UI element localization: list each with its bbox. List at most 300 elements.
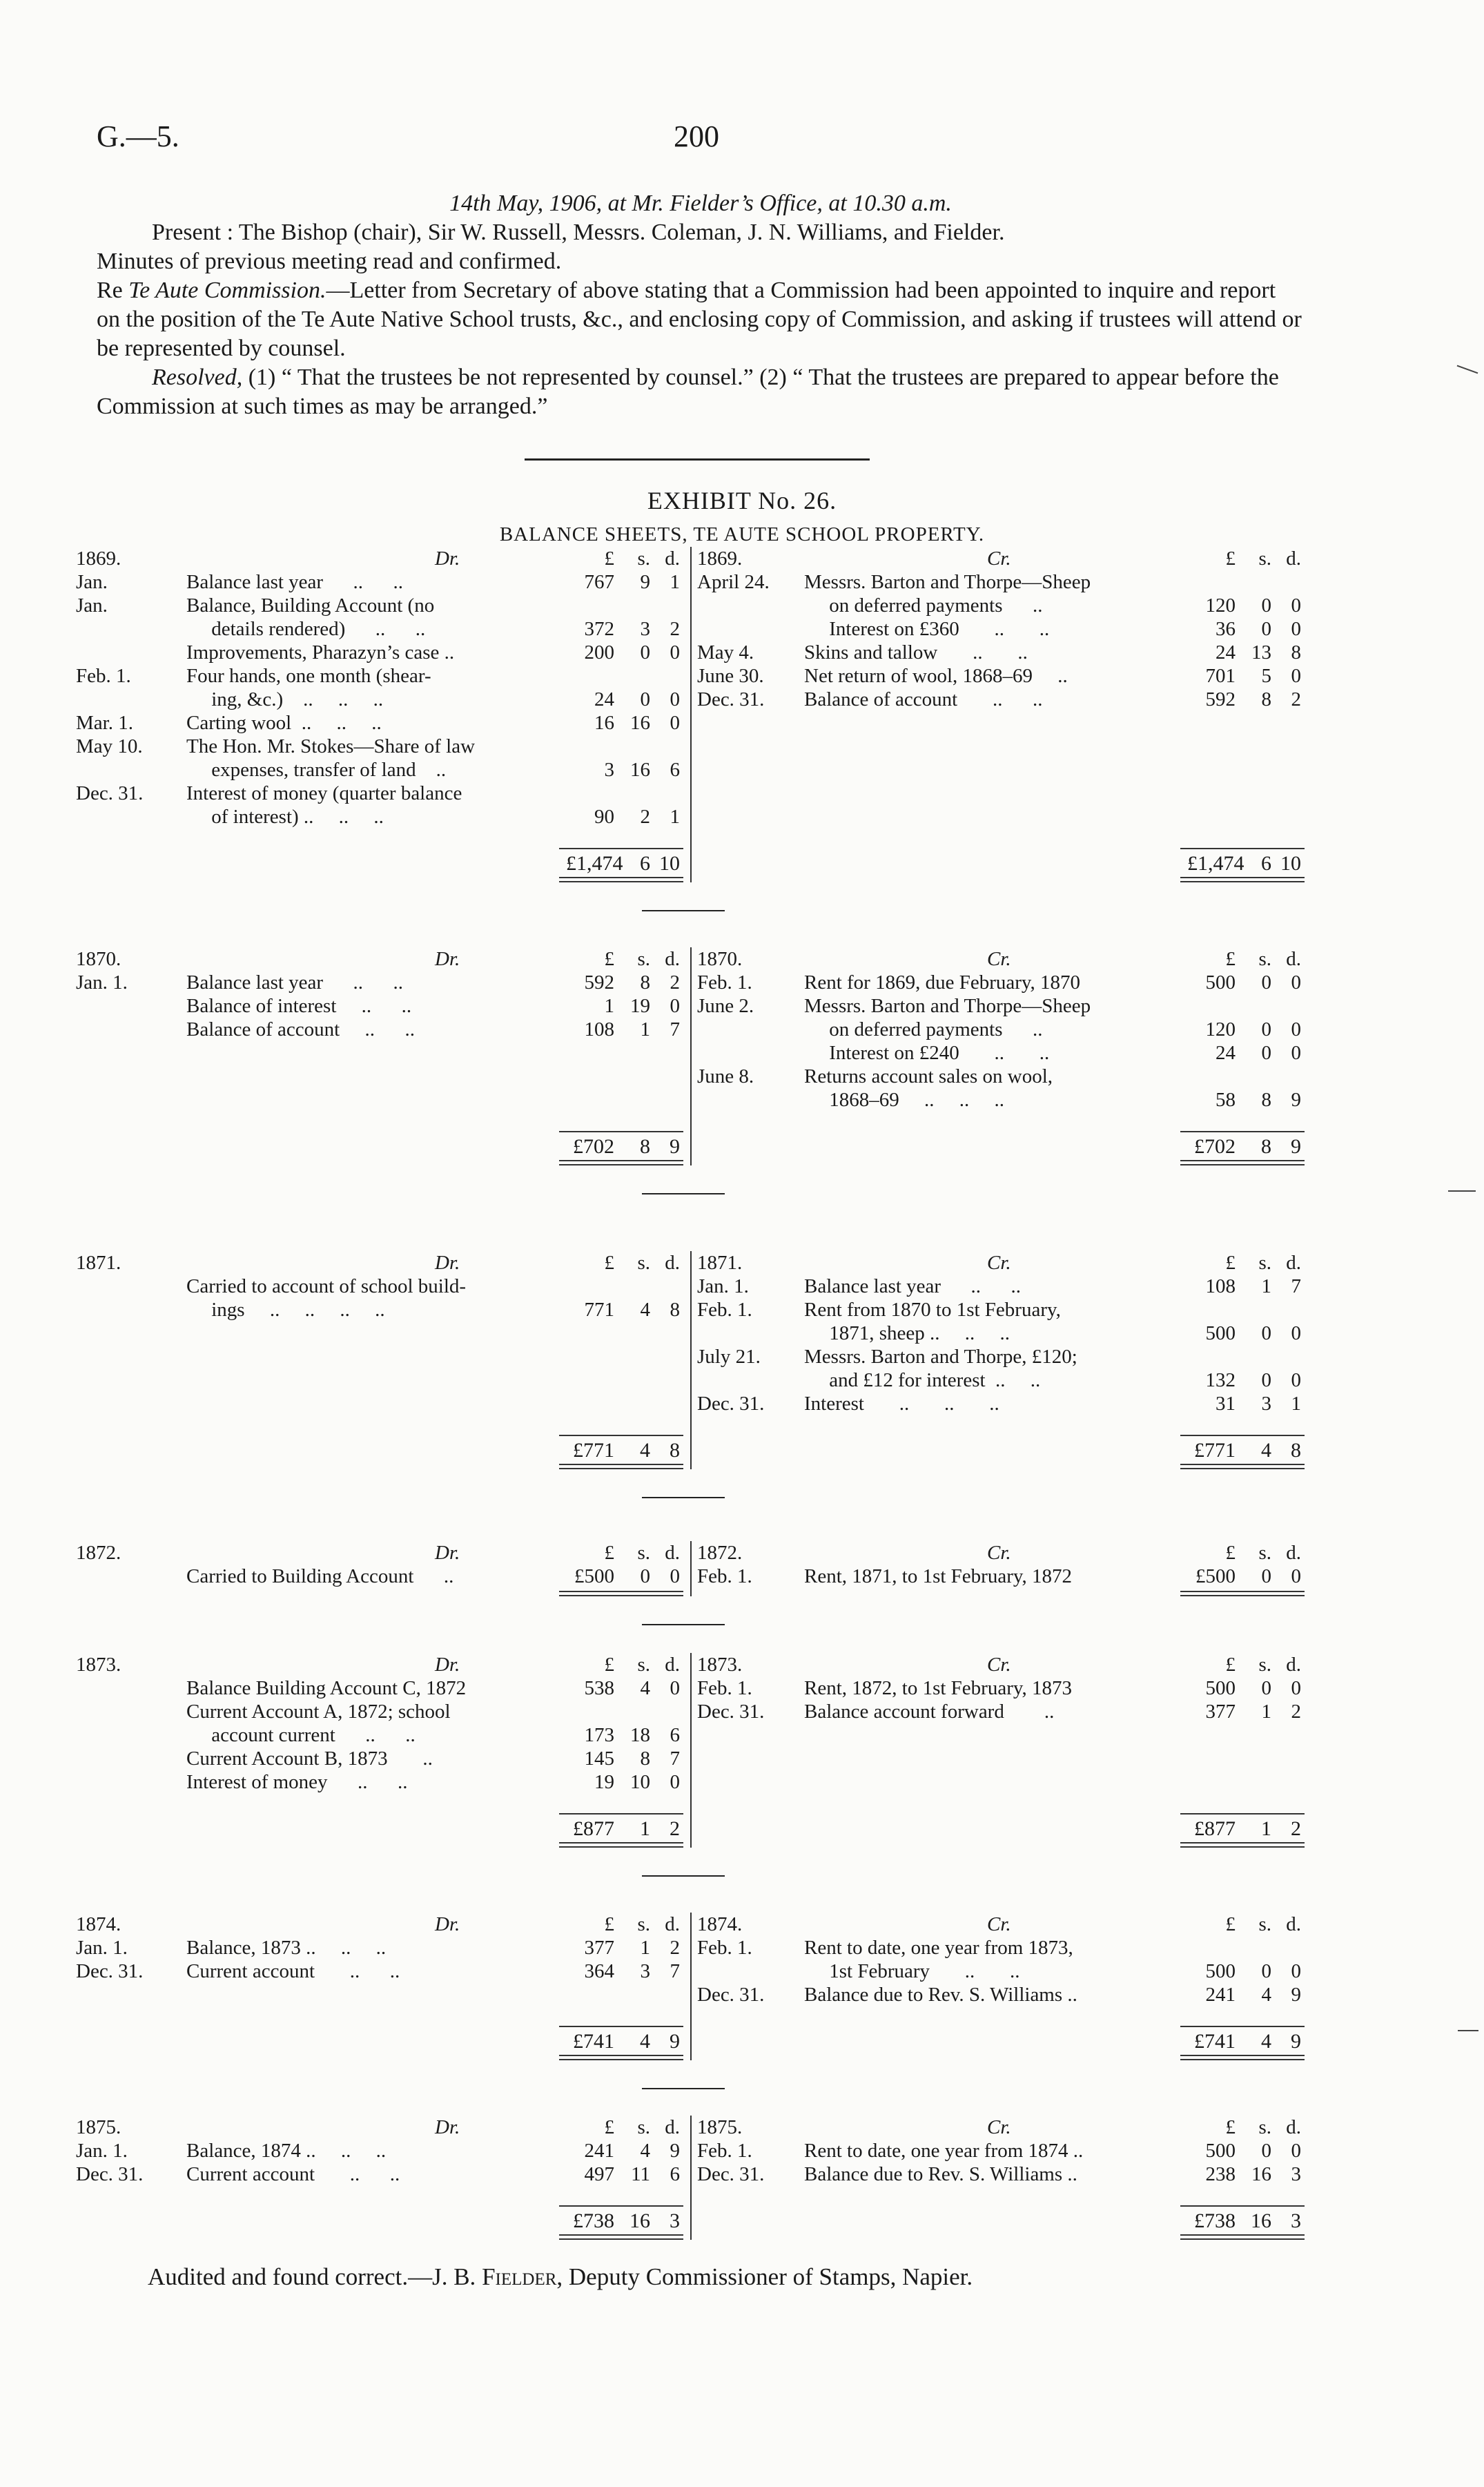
entry-description: of interest) .. .. .. — [186, 806, 384, 828]
entry-description: ings .. .. .. .. — [186, 1299, 385, 1321]
amount-pence: 7 — [1291, 1275, 1301, 1297]
amount-pence: 0 — [1291, 618, 1301, 640]
amount-pence: 0 — [670, 1565, 680, 1587]
amount-pounds: 200 — [584, 641, 614, 664]
amount-pounds: 377 — [1205, 1701, 1236, 1723]
cr-total-double-rule — [1180, 2055, 1305, 2060]
account-year: 1872. — [697, 1542, 743, 1564]
total-pounds: £702 — [573, 1135, 614, 1158]
page-number: 200 — [674, 119, 719, 153]
cr-entry-line — [697, 994, 1305, 1018]
cr-total-double-rule — [1180, 1591, 1305, 1596]
resolved-label: Resolved, — [152, 365, 243, 390]
pence-heading: d. — [665, 1542, 680, 1564]
entry-date: Mar. 1. — [76, 712, 133, 734]
amount-pence: 0 — [1291, 1960, 1301, 1982]
amount-pounds: 108 — [1205, 1275, 1236, 1297]
entry-description: 1871, sheep .. .. .. — [804, 1322, 1011, 1344]
account-separator — [642, 1624, 725, 1625]
dr-header-row — [76, 547, 683, 570]
entry-description: Rent to date, one year from 1873, — [804, 1937, 1073, 1959]
audit-footer — [148, 2263, 973, 2291]
amount-shillings: 16 — [630, 759, 650, 781]
cr-entry-line — [697, 1936, 1305, 1959]
dr-entry-line — [76, 994, 683, 1018]
cr-subtotal-rule — [1180, 848, 1305, 849]
amount-pounds: 120 — [1205, 1018, 1236, 1041]
account-separator — [642, 2088, 725, 2089]
amount-pounds: £500 — [1195, 1565, 1236, 1587]
dr-entry-line — [76, 1700, 683, 1723]
dr-entry-line — [76, 1936, 683, 1959]
cr-total-double-rule — [1180, 1464, 1305, 1469]
amount-shillings: 9 — [640, 571, 650, 593]
dr-entry-line — [76, 1275, 683, 1298]
amount-shillings: 0 — [1261, 2140, 1271, 2162]
entry-description: Balance of account .. .. — [804, 688, 1043, 710]
cr-entry-line — [697, 1018, 1305, 1041]
amount-shillings: 1 — [640, 1018, 650, 1041]
entry-date: Feb. 1. — [697, 2140, 752, 2162]
cr-entry-line — [697, 1700, 1305, 1723]
entry-description: Carried to account of school build- — [186, 1275, 467, 1297]
pence-heading: d. — [665, 1654, 680, 1676]
entry-date: June 2. — [697, 995, 754, 1017]
entry-description: Returns account sales on wool, — [804, 1065, 1053, 1087]
dr-heading: Dr. — [435, 2116, 460, 2138]
amount-pounds: 241 — [584, 2140, 614, 2162]
amount-shillings: 10 — [630, 1771, 650, 1793]
cr-entry-line — [697, 1275, 1305, 1298]
amount-shillings: 8 — [640, 971, 650, 994]
cr-header-row — [697, 1541, 1305, 1565]
amount-pounds: 19 — [594, 1771, 614, 1793]
dr-entry-line — [76, 1018, 683, 1041]
account-separator — [642, 1875, 725, 1877]
amount-shillings: 8 — [1261, 688, 1271, 710]
shilling-heading: s. — [1258, 2116, 1271, 2138]
amount-pounds: 538 — [584, 1677, 614, 1699]
entry-date: Dec. 31. — [697, 688, 765, 710]
account-separator — [642, 1497, 725, 1498]
amount-shillings: 3 — [640, 1960, 650, 1982]
amount-pence: 9 — [1291, 1089, 1301, 1111]
cr-entry-line — [697, 1565, 1305, 1588]
account-year: 1869. — [697, 548, 743, 570]
dr-subtotal-rule — [559, 1435, 683, 1436]
pence-heading: d. — [1286, 1252, 1301, 1274]
scan-mark — [1458, 2030, 1478, 2031]
amount-shillings: 4 — [640, 1677, 650, 1699]
entry-description: Balance of account .. .. — [186, 1018, 415, 1041]
cr-heading: Cr. — [987, 2116, 1011, 2138]
entry-description: Current Account A, 1872; school — [186, 1701, 451, 1723]
total-pence: 10 — [659, 852, 680, 875]
cr-entry-line — [697, 641, 1305, 664]
account-year: 1871. — [76, 1252, 121, 1274]
entry-description: details rendered) .. .. — [186, 618, 426, 640]
pence-heading: d. — [1286, 2116, 1301, 2138]
amount-pounds: 31 — [1215, 1393, 1236, 1415]
entry-description: Balance due to Rev. S. Williams .. — [804, 2163, 1077, 2185]
amount-pence: 9 — [670, 2140, 680, 2162]
amount-pence: 7 — [670, 1748, 680, 1770]
shilling-heading: s. — [637, 1654, 650, 1676]
total-shillings: 4 — [1261, 2030, 1271, 2053]
audit-suffix: , Deputy Commissioner of Stamps, Napier. — [556, 2263, 973, 2290]
cr-entry-line — [697, 1065, 1305, 1088]
pence-heading: d. — [665, 948, 680, 970]
pound-heading: £ — [604, 548, 614, 570]
amount-shillings: 0 — [1261, 618, 1271, 640]
account-year: 1870. — [76, 948, 121, 970]
dr-subtotal-rule — [559, 2205, 683, 2207]
amount-pence: 7 — [670, 1018, 680, 1041]
dr-heading: Dr. — [435, 1542, 460, 1564]
cr-total-row — [697, 1439, 1305, 1462]
amount-shillings: 19 — [630, 995, 650, 1017]
amount-pounds: 120 — [1205, 594, 1236, 617]
amount-pounds: 592 — [584, 971, 614, 994]
dr-entry-line — [76, 971, 683, 994]
minutes-line: Minutes of previous meeting read and confirmed. — [97, 249, 562, 274]
amount-pounds: 500 — [1205, 2140, 1236, 2162]
meeting-minutes — [97, 189, 1305, 421]
amount-pence: 2 — [670, 1937, 680, 1959]
cr-entry-line — [697, 594, 1305, 617]
pence-heading: d. — [1286, 1913, 1301, 1935]
cr-subtotal-rule — [1180, 1813, 1305, 1815]
cr-heading: Cr. — [987, 548, 1011, 570]
shilling-heading: s. — [637, 548, 650, 570]
amount-shillings: 0 — [640, 641, 650, 664]
entry-date: Feb. 1. — [697, 1937, 752, 1959]
amount-shillings: 13 — [1251, 641, 1271, 664]
account-year: 1875. — [697, 2116, 743, 2138]
amount-pence: 0 — [670, 1677, 680, 1699]
dr-heading: Dr. — [435, 1252, 460, 1274]
total-shillings: 4 — [1261, 1439, 1271, 1462]
entry-date: Jan. — [76, 594, 108, 617]
total-pence: 2 — [670, 1817, 680, 1840]
amount-pence: 8 — [1291, 641, 1301, 664]
entry-date: June 8. — [697, 1065, 754, 1087]
amount-pence: 6 — [670, 759, 680, 781]
amount-pounds: 173 — [584, 1724, 614, 1746]
cr-total-row — [697, 2030, 1305, 2053]
pound-heading: £ — [1225, 1252, 1236, 1274]
dr-total-double-rule — [559, 877, 683, 882]
dr-heading: Dr. — [435, 1654, 460, 1676]
cr-entry-line — [697, 2139, 1305, 2162]
dr-total-double-rule — [559, 1842, 683, 1848]
re-subject: Te Aute Commission. — [128, 278, 326, 303]
pence-heading: d. — [665, 1913, 680, 1935]
entry-description: 1st February .. .. — [804, 1960, 1020, 1982]
dr-header-row — [76, 2116, 683, 2139]
document-reference: G.—5. — [97, 119, 179, 153]
dr-entry-line — [76, 805, 683, 829]
entry-date: Dec. 31. — [76, 1960, 144, 1982]
amount-pence: 0 — [670, 641, 680, 664]
total-shillings: 4 — [640, 2030, 650, 2053]
amount-pounds: 58 — [1215, 1089, 1236, 1111]
dr-entry-line — [76, 1298, 683, 1322]
cr-entry-line — [697, 1298, 1305, 1322]
cr-heading: Cr. — [987, 948, 1011, 970]
total-pounds: £1,474 — [566, 852, 623, 875]
amount-shillings: 3 — [1261, 1393, 1271, 1415]
amount-pence: 0 — [1291, 1042, 1301, 1064]
cr-subtotal-rule — [1180, 1435, 1305, 1436]
total-pence: 3 — [670, 2209, 680, 2232]
amount-pence: 6 — [670, 2163, 680, 2185]
cr-subtotal-rule — [1180, 2026, 1305, 2027]
entry-description: Balance due to Rev. S. Williams .. — [804, 1984, 1077, 2006]
account-year: 1874. — [697, 1913, 743, 1935]
resolved-paragraph — [97, 363, 1305, 421]
pound-heading: £ — [604, 1542, 614, 1564]
amount-shillings: 1 — [640, 1937, 650, 1959]
pence-heading: d. — [665, 2116, 680, 2138]
entry-description: Balance, 1874 .. .. .. — [186, 2140, 387, 2162]
entry-description: Skins and tallow .. .. — [804, 641, 1028, 664]
amount-shillings: 4 — [1261, 1984, 1271, 2006]
amount-pounds: 377 — [584, 1937, 614, 1959]
amount-shillings: 0 — [1261, 1042, 1271, 1064]
entry-description: Balance, Building Account (no — [186, 594, 435, 617]
amount-pence: 0 — [1291, 2140, 1301, 2162]
entry-description: Interest on £240 .. .. — [804, 1042, 1050, 1064]
total-shillings: 6 — [640, 852, 650, 875]
dr-subtotal-rule — [559, 848, 683, 849]
total-pounds: £877 — [1194, 1817, 1236, 1840]
amount-pounds: 364 — [584, 1960, 614, 1982]
entry-description: Rent from 1870 to 1st February, — [804, 1299, 1061, 1321]
pence-heading: d. — [1286, 948, 1301, 970]
entry-date: Feb. 1. — [697, 1299, 752, 1321]
shilling-heading: s. — [637, 2116, 650, 2138]
total-pounds: £771 — [1194, 1439, 1236, 1462]
amount-pounds: 145 — [584, 1748, 614, 1770]
dr-entry-line — [76, 735, 683, 758]
cr-total-row — [697, 1135, 1305, 1159]
total-pounds: £741 — [1194, 2030, 1236, 2053]
dr-subtotal-rule — [559, 2026, 683, 2027]
entry-description: Interest .. .. .. — [804, 1393, 999, 1415]
amount-shillings: 0 — [1261, 594, 1271, 617]
entry-description: Net return of wool, 1868–69 .. — [804, 665, 1068, 687]
shilling-heading: s. — [637, 1542, 650, 1564]
cr-header-row — [697, 1251, 1305, 1275]
entry-date: Jan. 1. — [76, 1937, 128, 1959]
account-separator — [642, 1193, 725, 1194]
total-pounds: £877 — [573, 1817, 614, 1840]
resolved-text: (1) “ That the trustees be not represented by counsel.” (2) “ That the trustees are prepared to appear before the Commission at such times as may be arranged.” — [97, 365, 1279, 419]
shilling-heading: s. — [1258, 948, 1271, 970]
cr-total-double-rule — [1180, 1842, 1305, 1848]
debit-credit-divider — [690, 2116, 692, 2240]
amount-shillings: 0 — [1261, 1322, 1271, 1344]
shilling-heading: s. — [637, 1913, 650, 1935]
cr-subtotal-rule — [1180, 2205, 1305, 2207]
cr-entry-line — [697, 1368, 1305, 1392]
dr-header-row — [76, 1653, 683, 1676]
cr-total-row — [697, 2209, 1305, 2233]
cr-entry-line — [697, 1983, 1305, 2006]
pound-heading: £ — [1225, 2116, 1236, 2138]
debit-credit-divider — [690, 1541, 692, 1596]
amount-pence: 0 — [1291, 1322, 1301, 1344]
dr-total-double-rule — [559, 1591, 683, 1596]
dr-entry-line — [76, 711, 683, 735]
amount-shillings: 3 — [640, 618, 650, 640]
dr-total-row — [76, 1817, 683, 1841]
amount-shillings: 2 — [640, 806, 650, 828]
amount-pounds: 372 — [584, 618, 614, 640]
pence-heading: d. — [1286, 1654, 1301, 1676]
dr-entry-line — [76, 1959, 683, 1983]
entry-description: Messrs. Barton and Thorpe—Sheep — [804, 571, 1091, 593]
amount-pence: 0 — [1291, 1677, 1301, 1699]
entry-description: Rent, 1871, to 1st February, 1872 — [804, 1565, 1072, 1587]
cr-entry-line — [697, 1088, 1305, 1112]
amount-pence: 6 — [670, 1724, 680, 1746]
amount-pence: 8 — [670, 1299, 680, 1321]
dr-total-row — [76, 2030, 683, 2053]
dr-entry-line — [76, 594, 683, 617]
amount-shillings: 11 — [631, 2163, 650, 2185]
cr-entry-line — [697, 688, 1305, 711]
entry-date: May 4. — [697, 641, 754, 664]
amount-shillings: 0 — [640, 688, 650, 710]
total-shillings: 8 — [640, 1135, 650, 1158]
pence-heading: d. — [1286, 1542, 1301, 1564]
debit-credit-divider — [690, 1913, 692, 2060]
account-year: 1870. — [697, 948, 743, 970]
pence-heading: d. — [1286, 548, 1301, 570]
scan-mark — [1457, 365, 1478, 374]
amount-pounds: 1 — [604, 995, 614, 1017]
amount-shillings: 8 — [1261, 1089, 1271, 1111]
amount-shillings: 0 — [1261, 1960, 1271, 1982]
total-shillings: 1 — [640, 1817, 650, 1840]
entry-date: Feb. 1. — [697, 971, 752, 994]
entry-description: Interest of money (quarter balance — [186, 782, 462, 804]
account-year: 1872. — [76, 1542, 121, 1564]
entry-description: 1868–69 .. .. .. — [804, 1089, 1004, 1111]
cr-header-row — [697, 1653, 1305, 1676]
entry-description: Messrs. Barton and Thorpe, £120; — [804, 1346, 1077, 1368]
total-pence: 10 — [1280, 852, 1301, 875]
total-pence: 2 — [1291, 1817, 1301, 1840]
entry-date: Jan. 1. — [76, 971, 128, 994]
dr-entry-line — [76, 1723, 683, 1747]
entry-description: The Hon. Mr. Stokes—Share of law — [186, 735, 476, 757]
dr-total-double-rule — [559, 2055, 683, 2060]
entry-date: Dec. 31. — [697, 1393, 765, 1415]
entry-description: Current account .. .. — [186, 1960, 400, 1982]
amount-pounds: 500 — [1205, 1322, 1236, 1344]
cr-heading: Cr. — [987, 1542, 1011, 1564]
entry-description: and £12 for interest .. .. — [804, 1369, 1041, 1391]
cr-entry-line — [697, 1041, 1305, 1065]
cr-entry-line — [697, 1392, 1305, 1415]
entry-date: July 21. — [697, 1346, 761, 1368]
shilling-heading: s. — [1258, 1654, 1271, 1676]
debit-credit-divider — [690, 1251, 692, 1469]
shilling-heading: s. — [637, 1252, 650, 1274]
cr-header-row — [697, 2116, 1305, 2139]
total-pence: 9 — [670, 2030, 680, 2053]
total-pounds: £738 — [573, 2209, 614, 2232]
pence-heading: d. — [665, 548, 680, 570]
entry-description: Current account .. .. — [186, 2163, 400, 2185]
amount-pence: 0 — [670, 995, 680, 1017]
cr-total-row — [697, 852, 1305, 875]
pound-heading: £ — [604, 1913, 614, 1935]
amount-shillings: 0 — [1261, 1369, 1271, 1391]
cr-header-row — [697, 1913, 1305, 1936]
dr-total-double-rule — [559, 1464, 683, 1469]
amount-shillings: 18 — [630, 1724, 650, 1746]
total-shillings: 1 — [1261, 1817, 1271, 1840]
dr-total-row — [76, 2209, 683, 2233]
cr-total-double-rule — [1180, 877, 1305, 882]
amount-pence: 2 — [1291, 1701, 1301, 1723]
meeting-title: 14th May, 1906, at Mr. Fielder’s Office, at 10.30 a.m. — [449, 191, 952, 216]
dr-total-row — [76, 1439, 683, 1462]
entry-description: Balance last year .. .. — [186, 571, 404, 593]
pound-heading: £ — [1225, 1542, 1236, 1564]
account-year: 1873. — [76, 1654, 121, 1676]
present-line: Present : The Bishop (chair), Sir W. Russell, Messrs. Coleman, J. N. Williams, and Fielder. — [152, 220, 1005, 245]
dr-entry-line — [76, 617, 683, 641]
debit-credit-divider — [690, 947, 692, 1165]
pound-heading: £ — [604, 2116, 614, 2138]
amount-pence: 1 — [670, 806, 680, 828]
amount-pounds: 238 — [1205, 2163, 1236, 2185]
total-shillings: 8 — [1261, 1135, 1271, 1158]
dr-total-row — [76, 1135, 683, 1159]
entry-description: on deferred payments .. — [804, 594, 1043, 617]
dr-header-row — [76, 947, 683, 971]
cr-header-row — [697, 947, 1305, 971]
dr-entry-line — [76, 2139, 683, 2162]
total-pence: 3 — [1291, 2209, 1301, 2232]
dr-subtotal-rule — [559, 1131, 683, 1132]
pence-heading: d. — [665, 1252, 680, 1274]
amount-shillings: 0 — [1261, 971, 1271, 994]
dr-entry-line — [76, 688, 683, 711]
dr-entry-line — [76, 570, 683, 594]
total-shillings: 16 — [1251, 2209, 1271, 2232]
re-text: —Letter from Secretary of above stating that a Commission had been appointed to inquire and report on the position of the Te Aute Native School trusts, &c., and enclosing copy of Commission, and asking if trustees will attend or be represented by counsel. — [97, 278, 1302, 361]
dr-entry-line — [76, 1770, 683, 1794]
entry-description: Rent for 1869, due February, 1870 — [804, 971, 1081, 994]
amount-pounds: 241 — [1205, 1984, 1236, 2006]
amount-shillings: 4 — [640, 1299, 650, 1321]
total-pence: 9 — [1291, 2030, 1301, 2053]
total-pence: 8 — [670, 1439, 680, 1462]
dr-entry-line — [76, 1565, 683, 1588]
dr-header-row — [76, 1541, 683, 1565]
amount-pence: 0 — [1291, 665, 1301, 687]
cr-entry-line — [697, 1676, 1305, 1700]
total-shillings: 4 — [640, 1439, 650, 1462]
entry-description: Current Account B, 1873 .. — [186, 1748, 433, 1770]
cr-entry-line — [697, 1959, 1305, 1983]
